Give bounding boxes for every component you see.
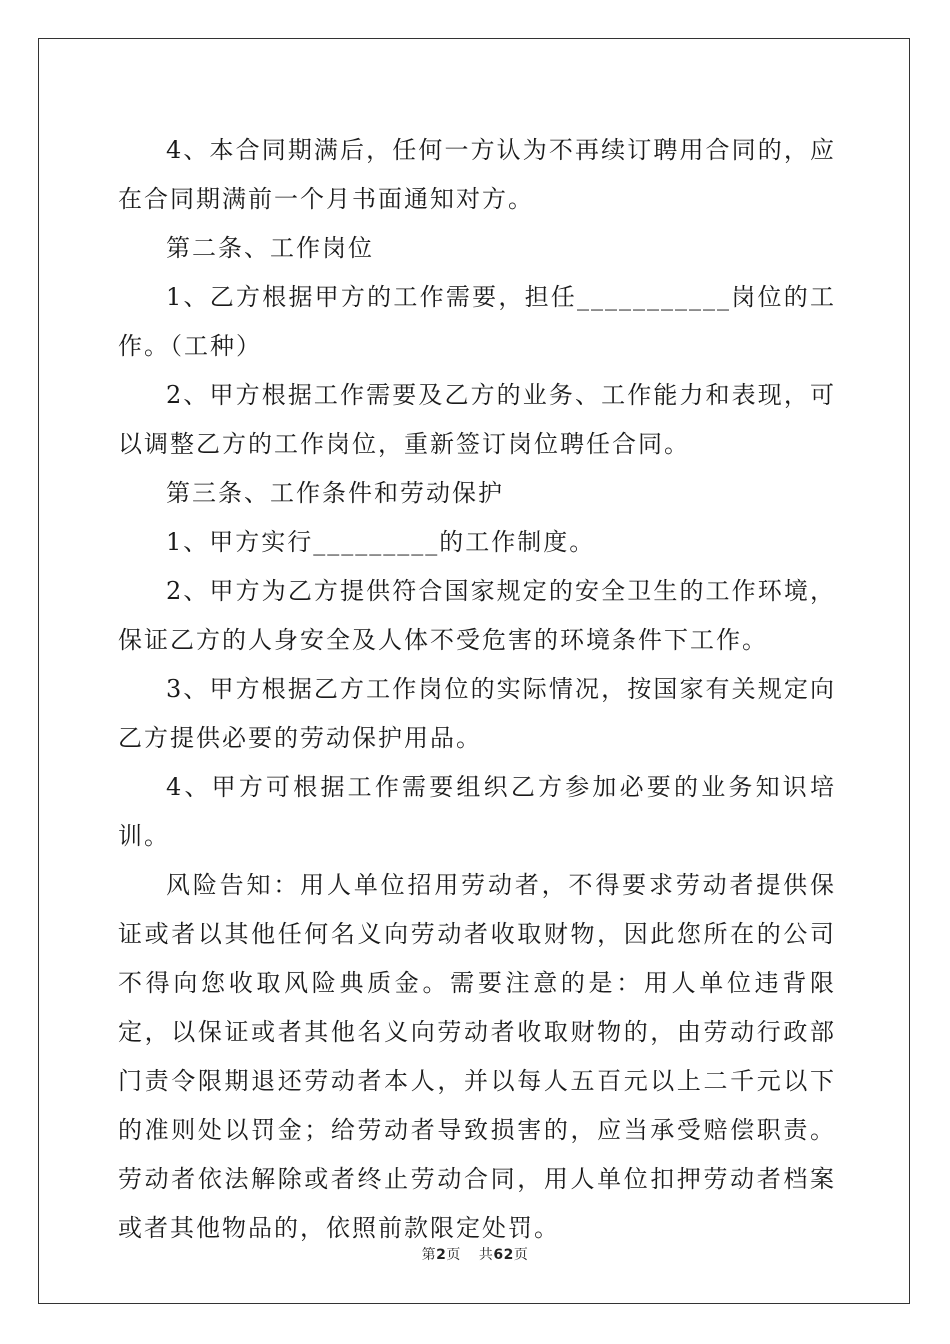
paragraph-position-adjustment: 2、甲方根据工作需要及乙方的业务、工作能力和表现，可以调整乙方的工作岗位，重新签订岗位聘任合同。 (118, 381, 836, 458)
heading-article-2: 第二条、工作岗位 (166, 234, 374, 262)
paragraph-risk-notice: 风险告知：用人单位招用劳动者，不得要求劳动者提供保证或者以其他任何名义向劳动者收取财物，因此您所在的公司不得向您收取风险典质金。需要注意的是：用人单位违背限定，以保证或者其他名义向劳动者收取财物的，由劳动行政部门责令限期退还劳动者本人，并以每人五百元以上二千元以下的准则处以罚金；给劳动者导致损害的，应当承受赔偿职责。劳动者依法解除或者终止劳动合同，用人单位扣押劳动者档案或者其他物品的，依照前款限定处罚。 (118, 871, 836, 1242)
total-page-count: 62 (493, 1247, 514, 1263)
total-prefix: 共 (478, 1247, 494, 1263)
paragraph-safe-environment: 2、甲方为乙方提供符合国家规定的安全卫生的工作环境，保证乙方的人身安全及人体不受危害的环境条件下工作。 (118, 577, 836, 654)
paragraph-position-assignment: 1、乙方根据甲方的工作需要，担任___________岗位的工作。（工种） (118, 283, 836, 360)
heading-article-3: 第三条、工作条件和劳动保护 (166, 479, 504, 507)
total-suffix: 页 (513, 1247, 529, 1263)
document-body (118, 126, 836, 1253)
paragraph-work-system: 1、甲方实行_________的工作制度。 (166, 528, 596, 556)
paragraph-protective-equipment: 3、甲方根据乙方工作岗位的实际情况，按国家有关规定向乙方提供必要的劳动保护用品。 (118, 675, 836, 752)
paragraph-contract-renewal: 4、本合同期满后，任何一方认为不再续订聘用合同的，应在合同期满前一个月书面通知对方。 (118, 136, 836, 213)
page-prefix: 第 (421, 1247, 437, 1263)
current-page-number: 2 (436, 1247, 447, 1263)
paragraph-training: 4、甲方可根据工作需要组织乙方参加必要的业务知识培训。 (118, 773, 836, 850)
page-suffix: 页 (446, 1247, 461, 1263)
page-number-footer (0, 1244, 950, 1264)
